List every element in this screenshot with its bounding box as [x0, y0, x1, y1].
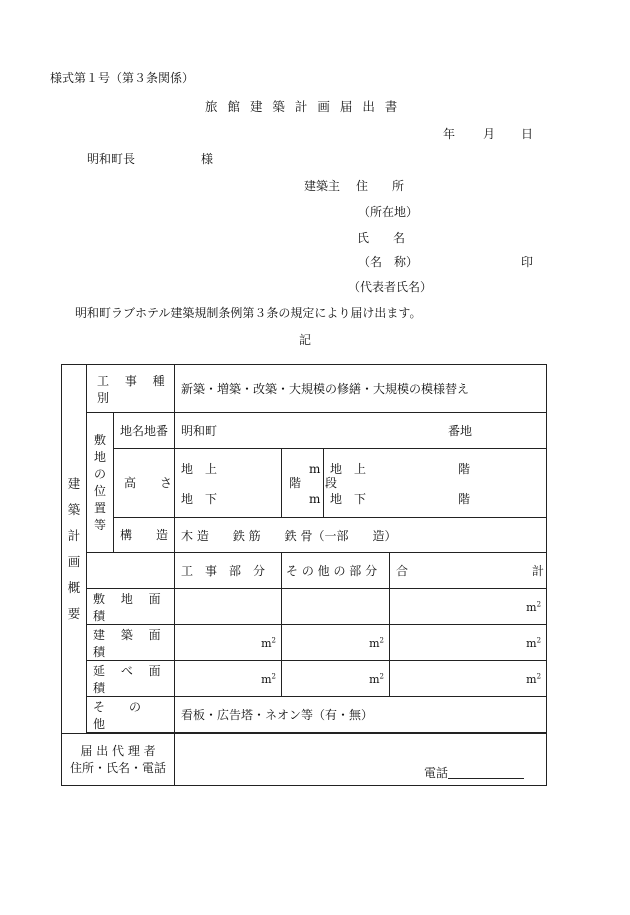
site-area-label: 敷 地 面 積: [87, 589, 175, 625]
other-label: そ の 他: [87, 697, 175, 733]
work-type-value: 新築・増築・改築・大規模の修繕・大規模の模様替え: [175, 365, 547, 413]
applicant-corp-name-label: （名 称）: [358, 255, 419, 269]
lot-town: 明和町: [181, 424, 218, 438]
height-below-unit: m: [309, 492, 321, 506]
document-title: 旅 館 建 築 計 画 届 出 書: [205, 99, 401, 114]
seal-mark: 印: [521, 255, 534, 269]
structure-label: 構 造: [114, 518, 175, 553]
floor-area-label: 延 べ 面 積: [87, 661, 175, 697]
applicant-location-label: （所在地）: [358, 205, 419, 219]
floors-above-unit: 階: [458, 462, 471, 476]
lot-banchi: 番地: [448, 424, 473, 438]
site-area-work: [175, 589, 282, 625]
statement: 明和町ラブホテル建築規制条例第３条の規定により届け出ます。: [75, 306, 422, 320]
outer-label: 建築計画概要: [67, 476, 81, 621]
date-year: 年: [443, 127, 456, 141]
site-area-total: $m^2$: [390, 589, 547, 625]
building-area-work: $m^2$: [175, 625, 282, 661]
lot-label: 地名地番: [114, 413, 175, 449]
other-value: 看板・広告塔・ネオン等（有・無）: [175, 697, 547, 733]
floors-below-label: 地 下: [330, 492, 367, 506]
height-below-label: 地 下: [181, 492, 218, 506]
applicant-name-label: 氏 名: [357, 231, 406, 245]
area-header-work: 工 事 部 分: [175, 553, 282, 589]
floor-area-work: $m^2$: [175, 661, 282, 697]
height-above-unit: m: [309, 462, 321, 476]
height-above-label: 地 上: [181, 462, 218, 476]
building-area-label: 建 築 面 積: [87, 625, 175, 661]
applicant-label: 建築主: [304, 179, 341, 193]
date-month: 月: [483, 127, 496, 141]
building-area-other: $m^2$: [282, 625, 390, 661]
date-day: 日: [521, 127, 534, 141]
building-area-total: $m^2$: [390, 625, 547, 661]
floors-values: [324, 449, 547, 518]
site-label-cell: [87, 413, 114, 553]
area-header-total: 合 計: [390, 553, 547, 589]
form-number: 様式第１号（第３条関係）: [50, 71, 195, 85]
area-header-other: そ の 他 の 部 分: [282, 553, 390, 589]
applicant-address-label: 住 所: [356, 179, 405, 193]
addressee-honorific: 様: [201, 152, 214, 166]
structure-value: 木 造 鉄 筋 鉄 骨（一部 造）: [175, 518, 547, 553]
site-label: 敷地の位置等: [93, 432, 106, 532]
agent-value: [175, 734, 547, 786]
ki-mark: 記: [299, 333, 312, 347]
area-header-blank: [87, 553, 175, 589]
floor-area-total: $m^2$: [390, 661, 547, 697]
site-area-other: [282, 589, 390, 625]
plan-summary-table: [61, 364, 547, 786]
agent-label-line1: 届 出 代 理 者: [80, 743, 156, 758]
outer-label-cell: [62, 365, 87, 734]
floors-below-unit: 階: [458, 492, 471, 506]
phone-underline: [448, 766, 524, 779]
agent-label-line2: 住所・氏名・電話: [70, 760, 167, 775]
lot-value: [175, 413, 547, 449]
agent-phone: 電話: [424, 766, 524, 779]
floors-above-label: 地 上: [330, 462, 367, 476]
agent-label: [62, 734, 175, 786]
floors-label: 階 段: [282, 449, 324, 518]
representative-label: （代表者氏名）: [348, 280, 433, 294]
floor-area-other: $m^2$: [282, 661, 390, 697]
work-type-label: 工 事 種 別: [87, 365, 175, 413]
addressee: 明和町長: [87, 152, 136, 166]
height-label: 高 さ: [114, 449, 175, 518]
